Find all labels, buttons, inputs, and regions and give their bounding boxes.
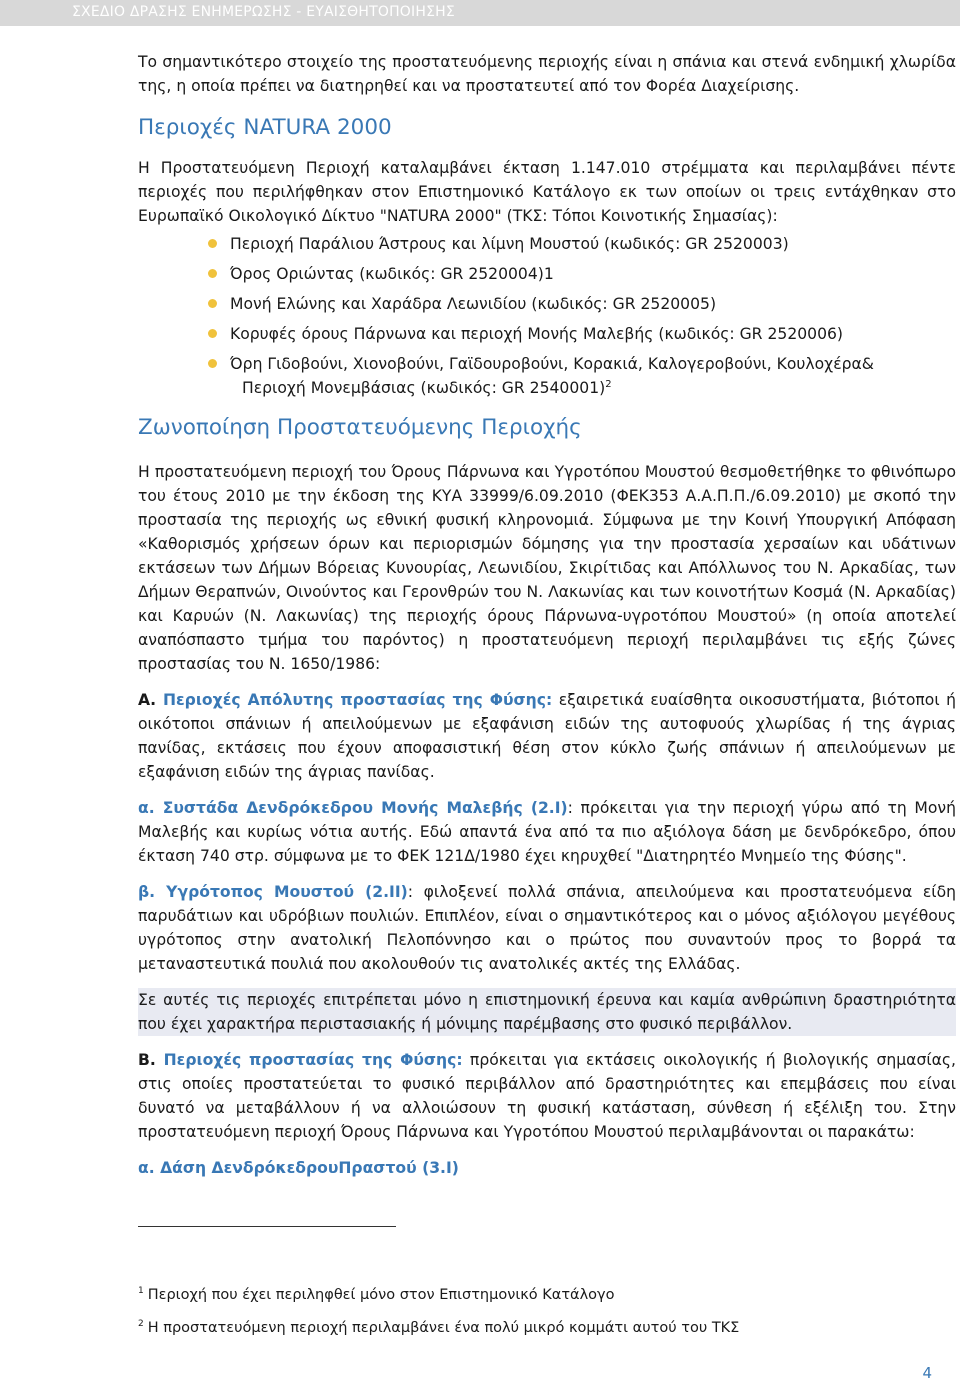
site-label: Μονή Ελώνης και Χαράδρα Λεωνιδίου (κωδικός: GR 2520005) [230, 295, 717, 313]
highlight-note: Σε αυτές τις περιοχές επιτρέπεται μόνο η επιστημονική έρευνα και καμία ανθρώπινη δραστηριότητα που έχει χαρακτήρα περιστασιακής ή μόνιμης παρέμβασης στο φυσικό περιβάλλον. [138, 988, 956, 1036]
footnote-number: 2 [138, 1319, 144, 1329]
intro-paragraph: Το σημαντικότερο στοιχείο της προστατευόμενης περιοχής είναι η σπάνια και στενά ενδημική χλωρίδα της, η οποία πρέπει να διατηρηθεί και να προστατευτεί από τον Φορέα Διαχείρισης. [138, 53, 956, 95]
zone-a-paragraph [138, 688, 956, 784]
zone-a-b-text: : φιλοξενεί πολλά σπάνια, απειλούμενα και προστατευόμενα είδη παρυδάτιων και υδρόβιων πουλιών. Επιπλέον, είναι ο σημαντικότερος και ο μόνος αξιόλογου μεγέθους υγρότοπος στην ανατολική Πελοπόννησο και ο πρώτος που συναντούν προς το βορρά τα μεταναστευτικά πουλιά που ακολουθούν τις ανατολικές ακτές της Ελλάδας. [138, 883, 956, 973]
document-header-title: ΣΧΕΔΙΟ ΔΡΑΣΗΣ ΕΝΗΜΕΡΩΣΗΣ - ΕΥΑΙΣΘΗΤΟΠΟΙΗΣΗΣ [72, 4, 455, 20]
zone-a-a-title: Συστάδα Δενδρόκεδρου Μονής Μαλεβής (2.Ι) [162, 799, 568, 817]
footnote-2 [138, 1319, 739, 1336]
zone-a-a-prefix: α. [138, 799, 163, 817]
zone-b-text: πρόκειται για εκτάσεις οικολογικής ή βιολογικής σημασίας, στις οποίες προστατεύεται το φυσικό περιβάλλον από δραστηριότητες και επεμβάσεις που είναι δυνατό να μεταβάλλουν ή να αλλοιώσουν τη φυσική κατάσταση, σύνθεση ή εξέλιξη του. Στην προστατευόμενη περιοχή Όρους Πάρνωνα και Υγροτόπου Μουστού περιλαμβάνονται οι παρακάτω: [138, 1051, 956, 1141]
list-item [208, 232, 956, 256]
footnote-separator [138, 1226, 396, 1227]
natura-site-list [138, 232, 956, 400]
list-item [208, 352, 956, 400]
zone-a-text: εξαιρετικά ευαίσθητα οικοσυστήματα, βιότοποι ή οικότοποι σπάνιων ή απειλούμενων με εξαφάνιση ειδών της αυτοφυούς χλωρίδας ή της άγριας πανίδας, εκτάσεις που έχουν αποφασιστική θέση στον κύκλο ζωής σπάνιων ή απειλούμενων με εξαφάνιση ειδών της άγριας πανίδας. [138, 691, 956, 781]
list-item [208, 322, 956, 346]
site-label: Κορυφές όρους Πάρνωνα και περιοχή Μονής Μαλεβής (κωδικός: GR 2520006) [230, 325, 844, 343]
zone-a-b-prefix: β. [138, 883, 167, 901]
zone-b-prefix: Β. [138, 1051, 164, 1069]
natura-paragraph: Η Προστατευόμενη Περιοχή καταλαμβάνει έκταση 1.147.010 στρέμματα και περιλαμβάνει πέντε περιοχές που περιλήφθηκαν στον Επιστημονικό Κατάλογο εκ των οποίων οι τρεις εντάχθηκαν στο Ευρωπαϊκό Οικολογικό Δίκτυο "NATURA 2000" (ΤΚΣ: Τόποι Κοινοτικής Σημασίας): [138, 159, 956, 225]
zone-b-paragraph [138, 1048, 956, 1144]
footnote-text: Η προστατευόμενη περιοχή περιλαμβάνει ένα πολύ μικρό κομμάτι αυτού του ΤΚΣ [147, 1319, 740, 1336]
bullet-icon [208, 239, 217, 248]
site-label-line2-text: Περιοχή Μονεμβάσιας (κωδικός: GR 2540001) [242, 379, 606, 397]
zone-a-prefix: Α. [138, 691, 163, 709]
bullet-icon [208, 269, 217, 278]
zoning-heading: Ζωνοποίηση Προστατευόμενης Περιοχής [138, 415, 582, 440]
page-number: 4 [922, 1364, 932, 1382]
bullet-icon [208, 359, 217, 368]
zone-a-a-text: : πρόκειται για την περιοχή γύρω από τη Μονή Μαλεβής και κυρίως νότια αυτής. Εδώ απαντά ένα από τα πιο αξιόλογα δάση με δενδρόκεδρο, όπου έκταση 740 στρ. σύμφωνα με το ΦΕΚ 121Δ/1980 έχει κηρυχθεί "Διατηρητέο Μνημείο της Φύσης". [138, 799, 956, 865]
zone-b-a-prefix: α. [138, 1159, 161, 1177]
list-item [208, 292, 956, 316]
list-item [208, 262, 956, 286]
header-band [0, 0, 960, 26]
bullet-icon [208, 329, 217, 338]
zone-a-b-title: Υγρότοπος Μουστού (2.ΙΙ) [166, 883, 408, 901]
site-label: Όρος Οριώντας (κωδικός: GR 2520004)1 [230, 265, 554, 283]
zone-a-b-paragraph [138, 880, 956, 976]
site-label-line2 [230, 376, 956, 400]
zone-a-a-paragraph [138, 796, 956, 868]
natura-heading: Περιοχές NATURA 2000 [138, 115, 392, 140]
zone-b-a-paragraph [138, 1156, 956, 1180]
footnote-number: 1 [138, 1286, 144, 1296]
zone-a-title: Περιοχές Απόλυτης προστασίας της Φύσης: [162, 691, 553, 709]
zone-b-title: Περιοχές προστασίας της Φύσης: [163, 1051, 463, 1069]
page-content [138, 50, 956, 1192]
footnote-1 [138, 1286, 615, 1303]
zone-b-a-title: Δάση ΔενδρόκεδρουΠραστού (3.Ι) [160, 1159, 459, 1177]
site-label: Περιοχή Παράλιου Άστρους και λίμνη Μουστού (κωδικός: GR 2520003) [230, 235, 789, 253]
zoning-paragraph: Η προστατευόμενη περιοχή του Όρους Πάρνωνα και Υγροτόπου Μουστού θεσμοθετήθηκε το φθινόπωρο του έτους 2010 με την έκδοση της ΚΥΑ 33999/6.09.2010 (ΦΕΚ353 Α.Α.Π.Π./6.09.2010) με σκοπό την προστασία της περιοχής ως εθνική φυσική κληρονομιά. Σύμφωνα με την Κοινή Υπουργική Απόφαση «Καθορισμός χρήσεων όρων και περιορισμών δόμησης για την προστασία χερσαίων και υδάτινων εκτάσεων των Δήμων Βόρειας Κυνουρίας, Λεωνιδίου, Σκιρίτιδας και Απόλλωνος του Ν. Αρκαδίας, των Δήμων Θεραπνών, Οινούντος και Γερονθρών του Ν. Λακωνίας και των κοινοτήτων Κοσμά (Ν. Αρκαδίας) και Καρυών (Ν. Λακωνίας) της περιοχής όρους Πάρνωνα-υγροτόπου Μουστού» (η οποία αποτελεί αναπόσπαστο τμήμα του παρόντος) η προστατευόμενη περιοχή περιλαμβάνει τις εξής ζώνες προστασίας του Ν. 1650/1986: [138, 463, 956, 673]
bullet-icon [208, 299, 217, 308]
footnote-ref: 2 [605, 378, 612, 390]
footnote-text: Περιοχή που έχει περιληφθεί μόνο στον Επιστημονικό Κατάλογο [147, 1286, 615, 1303]
site-label-line1: Όρη Γιδοβούνι, Χιονοβούνι, Γαϊδουροβούνι, Κορακιά, Καλογεροβούνι, Κουλοχέρα& [230, 355, 874, 373]
